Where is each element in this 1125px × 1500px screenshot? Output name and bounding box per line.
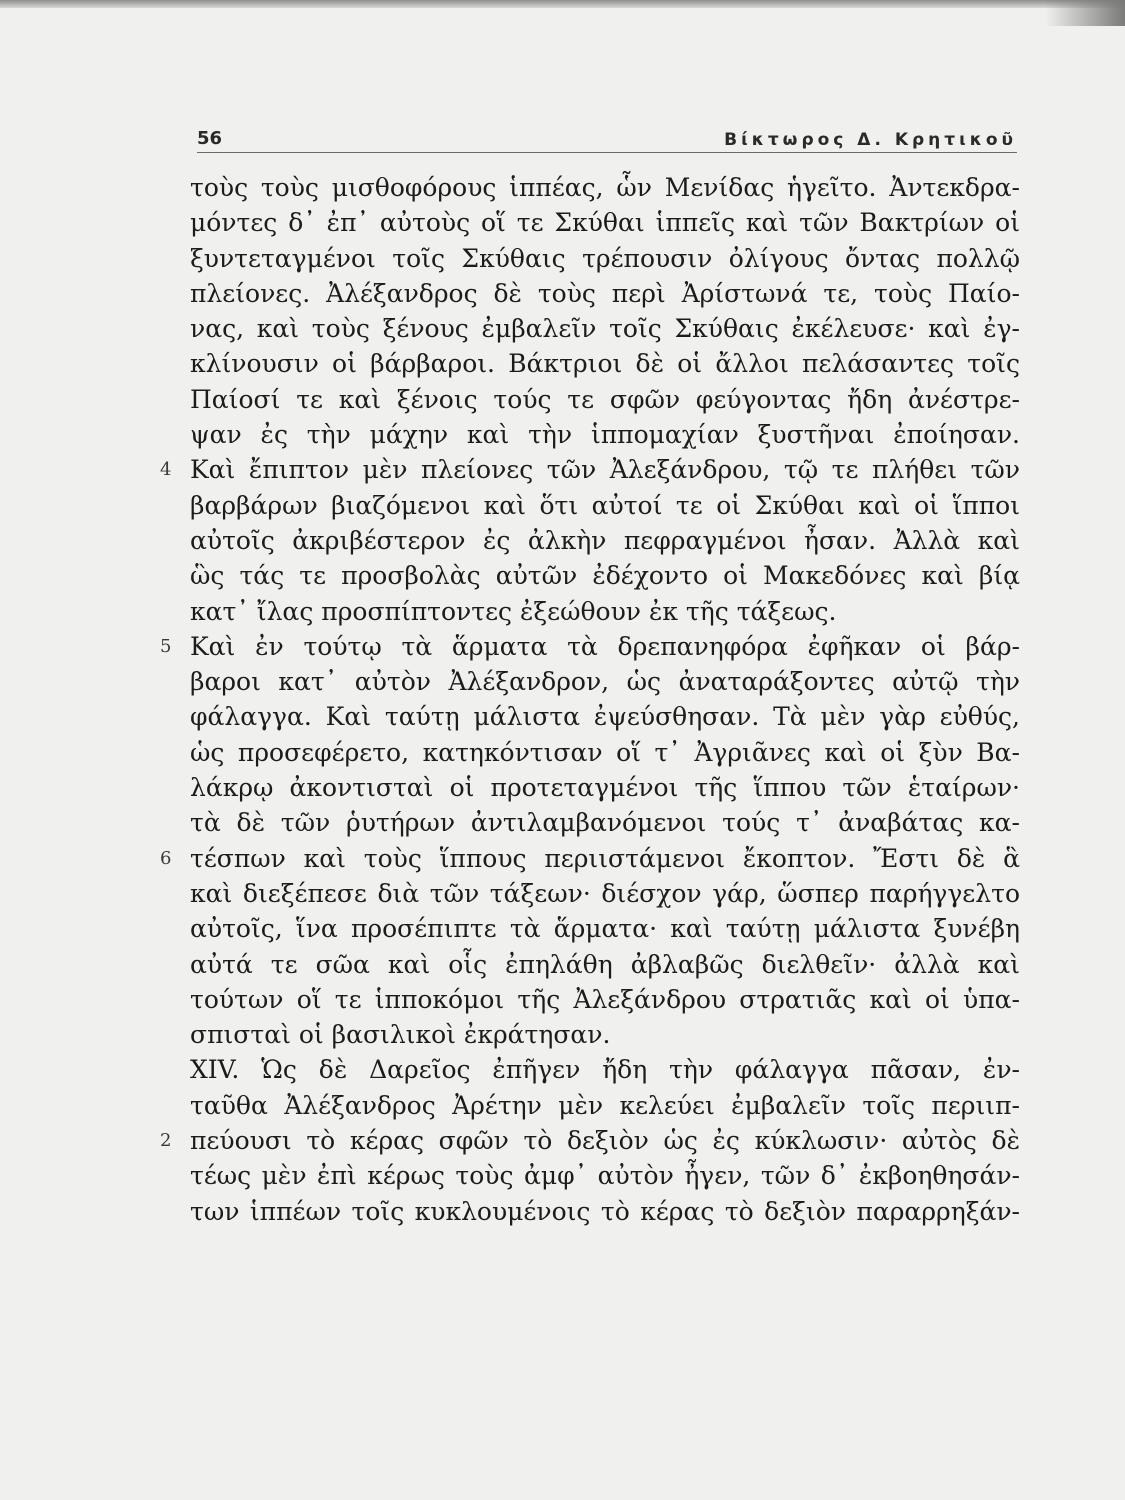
line-text: λάκρῳ ἀκοντισταὶ οἱ προτεταγμένοι τῆς ἵππου τῶν ἑταίρων· [190, 773, 1020, 803]
text-line [190, 770, 1020, 805]
line-text: μόντες δ᾽ ἐπ᾽ αὐτοὺς οἵ τε Σκύθαι ἱππεῖς καὶ τῶν Βακτρίων οἱ [190, 208, 1020, 238]
text-line [190, 1088, 1020, 1123]
line-text: ψαν ἐς τὴν μάχην καὶ τὴν ἱππομαχίαν ξυστῆναι ἐποίησαν. [190, 420, 1020, 450]
marginal-section-number: 5 [160, 635, 172, 657]
line-text: XIV. Ὡς δὲ Δαρεῖος ἐπῆγεν ἤδη τὴν φάλαγγα πᾶσαν, ἐν- [190, 1055, 1020, 1085]
marginal-section-number: 2 [160, 1130, 172, 1152]
text-line [190, 205, 1020, 240]
text-line [190, 241, 1020, 276]
running-title: Βίκτωρος Δ. Κρητικοῦ [724, 130, 1017, 150]
marginal-section-number: 6 [160, 847, 172, 869]
text-line [160, 1123, 1020, 1158]
text-line [190, 1158, 1020, 1193]
scan-top-edge [0, 0, 1125, 8]
line-text: των ἱππέων τοῖς κυκλουμένοις τὸ κέρας τὸ δεξιὸν παραρρηξάν- [190, 1196, 1020, 1226]
text-line [190, 1052, 1020, 1087]
text-line [190, 1017, 1020, 1052]
line-text: τὰ δὲ τῶν ῥυτήρων ἀντιλαμβανόμενοι τούς τ᾽ ἀναβάτας κα- [190, 808, 1020, 838]
text-line [190, 947, 1020, 982]
text-line [190, 488, 1020, 523]
text-line [190, 523, 1020, 558]
line-text: βαρβάρων βιαζόμενοι καὶ ὅτι αὐτοί τε οἱ Σκύθαι καὶ οἱ ἵπποι [190, 490, 1020, 520]
text-line [190, 276, 1020, 311]
line-text: φάλαγγα. Καὶ ταύτῃ μάλιστα ἐψεύσθησαν. Τὰ μὲν γὰρ εὐθύς, [190, 702, 1020, 732]
text-line [190, 311, 1020, 346]
text-line [190, 805, 1020, 840]
line-text: ξυντεταγμένοι τοῖς Σκύθαις τρέπουσιν ὀλίγους ὄντας πολλῷ [190, 243, 1020, 273]
text-line [190, 982, 1020, 1017]
page-number: 56 [197, 128, 223, 149]
line-text: βαροι κατ᾽ αὐτὸν Ἀλέξανδρον, ὡς ἀναταράξοντες αὐτῷ τὴν [190, 667, 1020, 697]
line-text: κλίνουσιν οἱ βάρβαροι. Βάκτριοι δὲ οἱ ἄλλοι πελάσαντες τοῖς [190, 349, 1020, 379]
text-line [190, 382, 1020, 417]
scan-corner-shadow [1045, 0, 1125, 26]
marginal-section-number: 4 [160, 459, 172, 481]
line-text: Καὶ ἐν τούτῳ τὰ ἅρματα τὰ δρεπανηφόρα ἐφῆκαν οἱ βάρ- [190, 631, 1020, 661]
line-text: ταῦθα Ἀλέξανδρος Ἀρέτην μὲν κελεύει ἐμβαλεῖν τοῖς περιιπ- [190, 1090, 1020, 1120]
text-line [190, 1194, 1020, 1229]
line-text: νας, καὶ τοὺς ξένους ἐμβαλεῖν τοῖς Σκύθαις ἐκέλευσε· καὶ ἐγ- [190, 314, 1020, 344]
line-text: αὐτοῖς ἀκριβέστερον ἐς ἀλκὴν πεφραγμένοι ἦσαν. Ἀλλὰ καὶ [190, 525, 1020, 555]
text-line [160, 841, 1020, 876]
header-rule [197, 152, 1017, 153]
line-text: πλείονες. Ἀλέξανδρος δὲ τοὺς περὶ Ἀρίστωνά τε, τοὺς Παίο- [190, 278, 1020, 308]
text-line [160, 452, 1020, 487]
line-text: τέσπων καὶ τοὺς ἵππους περιιστάμενοι ἔκοπτον. Ἔστι δὲ ἃ [190, 843, 1020, 873]
text-line [190, 170, 1020, 205]
line-text: τέως μὲν ἐπὶ κέρως τοὺς ἀμφ᾽ αὐτὸν ἦγεν, τῶν δ᾽ ἐκβοηθησάν- [190, 1161, 1020, 1191]
line-text: σπισταὶ οἱ βασιλικοὶ ἐκράτησαν. [190, 1020, 611, 1050]
line-text: ὡς προσεφέρετο, κατηκόντισαν οἵ τ᾽ Ἀγριᾶνες καὶ οἱ ξὺν Βα- [190, 737, 1020, 767]
line-text: Καὶ ἔπιπτον μὲν πλείονες τῶν Ἀλεξάνδρου, τῷ τε πλήθει τῶν [190, 455, 1020, 485]
text-body [160, 170, 1020, 1229]
line-text: ὣς τάς τε προσβολὰς αὐτῶν ἐδέχοντο οἱ Μακεδόνες καὶ βίᾳ [190, 561, 1020, 591]
line-text: πεύουσι τὸ κέρας σφῶν τὸ δεξιὸν ὡς ἐς κύκλωσιν· αὐτὸς δὲ [190, 1126, 1020, 1156]
text-line [190, 417, 1020, 452]
text-line [190, 594, 1020, 629]
text-line [190, 876, 1020, 911]
line-text: τοὺς τοὺς μισθοφόρους ἱππέας, ὧν Μενίδας ἡγεῖτο. Ἀντεκδρα- [190, 173, 1020, 202]
line-text: τούτων οἵ τε ἱπποκόμοι τῆς Ἀλεξάνδρου στρατιᾶς καὶ οἱ ὑπα- [190, 984, 1020, 1014]
text-line [190, 735, 1020, 770]
text-line [190, 664, 1020, 699]
line-text: αὐτοῖς, ἵνα προσέπιπτε τὰ ἅρματα· καὶ ταύτῃ μάλιστα ξυνέβη [190, 914, 1020, 944]
text-line [190, 558, 1020, 593]
line-text: Παίοσί τε καὶ ξένοις τούς τε σφῶν φεύγοντας ἤδη ἀνέστρε- [190, 384, 1020, 414]
line-text: καὶ διεξέπεσε διὰ τῶν τάξεων· διέσχον γάρ, ὥσπερ παρήγγελτο [190, 878, 1020, 908]
text-line [190, 911, 1020, 946]
line-text: κατ᾽ ἴλας προσπίπτοντες ἐξεώθουν ἐκ τῆς τάξεως. [190, 596, 837, 626]
line-text: αὐτά τε σῶα καὶ οἷς ἐπηλάθη ἀβλαβῶς διελθεῖν· ἀλλὰ καὶ [190, 949, 1020, 979]
text-line [190, 699, 1020, 734]
text-line [160, 629, 1020, 664]
text-line [190, 346, 1020, 381]
running-head [197, 128, 1017, 154]
